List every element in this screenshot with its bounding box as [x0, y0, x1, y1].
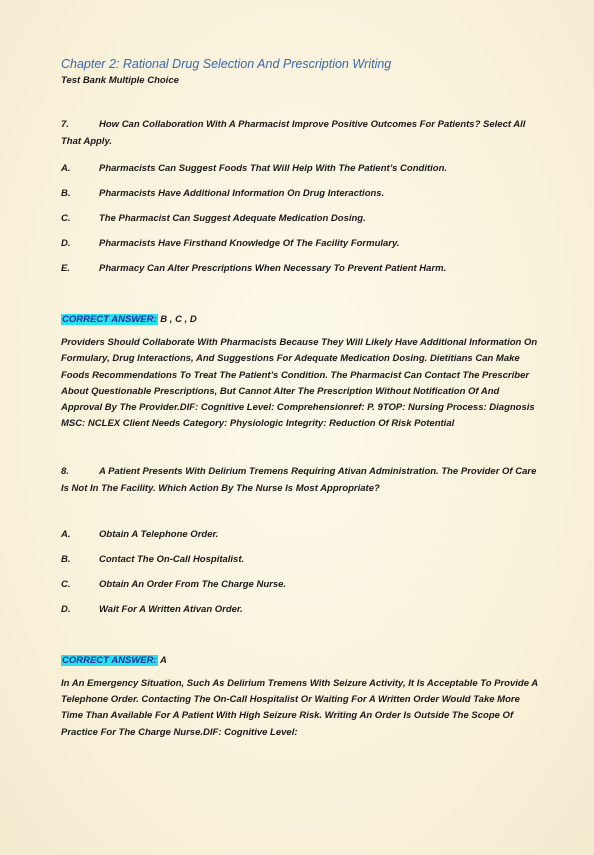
correct-answer-7	[61, 313, 541, 326]
option-letter: E.	[61, 263, 70, 274]
correct-answer-label: CORRECT ANSWER:	[62, 654, 157, 666]
question-8-options	[61, 528, 541, 616]
option-a	[61, 528, 541, 541]
option-letter: D.	[61, 238, 71, 249]
option-text: Obtain A Telephone Order.	[99, 528, 219, 540]
rationale-8: In An Emergency Situation, Such As Delirium Tremens With Seizure Activity, It Is Acceptable To Provide A Telephone Order. Contacting The On-Call Hospitalist Or Waiting For A Written Order Would Take More Time Than Available For A Patient With High Seizure Risk. Writing An Order Is Outside The Scope Of Practice For The Charge Nurse.DIF: Cognitive Level:	[61, 677, 538, 738]
option-letter: C.	[61, 578, 71, 590]
chapter-title: Chapter 2: Rational Drug Selection And Prescription Writing	[61, 57, 392, 71]
option-letter: B.	[61, 553, 71, 565]
option-letter: A.	[61, 163, 71, 174]
question-number: 8.	[61, 465, 69, 477]
correct-answer-8	[61, 654, 541, 667]
question-text: How Can Collaboration With A Pharmacist Improve Positive Outcomes For Patients? Select All That Apply.	[61, 119, 526, 147]
correct-answer-value: B , C , D	[157, 314, 197, 325]
question-number: 7.	[61, 119, 69, 130]
option-text: Wait For A Written Ativan Order.	[99, 603, 243, 615]
option-letter: D.	[61, 603, 71, 615]
option-letter: B.	[61, 188, 71, 199]
option-c	[61, 212, 541, 225]
option-text: The Pharmacist Can Suggest Adequate Medication Dosing.	[99, 213, 366, 224]
document-content	[61, 56, 541, 741]
option-a	[61, 162, 541, 175]
option-text: Pharmacists Have Additional Information On Drug Interactions.	[99, 188, 385, 199]
option-e	[61, 262, 541, 275]
option-text: Pharmacists Can Suggest Foods That Will Help With The Patient’s Condition.	[99, 163, 448, 174]
option-b	[61, 553, 541, 566]
option-d	[61, 603, 541, 616]
rationale-7: Providers Should Collaborate With Pharmacists Because They Will Likely Have Additional Information On Formulary, Drug Interactions, And Suggestions For Adequate Medication Dosing. Dietitians Can Make Foods Recommendations To Treat The Patient’s Condition. The Pharmacist Can Contact The Prescriber About Questionable Prescriptions, But Cannot Alter The Prescription Without Notification Of And Approval By The Provider.DIF: Cognitive Level: Comprehensionref: P. 9TOP: Nursing Process: Diagnosis MSC: NCLEX Client Needs Category: Physiologic Integrity: Reduction Of Risk Potential	[61, 337, 538, 430]
document-subtitle: Test Bank Multiple Choice	[61, 75, 179, 86]
option-text: Obtain An Order From The Charge Nurse.	[99, 578, 287, 590]
option-text: Pharmacy Can Alter Prescriptions When Necessary To Prevent Patient Harm.	[99, 263, 447, 274]
question-7	[61, 116, 541, 150]
option-letter: C.	[61, 213, 71, 224]
option-c	[61, 578, 541, 591]
question-8	[61, 463, 541, 497]
question-text: A Patient Presents With Delirium Tremens Requiring Ativan Administration. The Provider Of Care Is Not In The Facility. Which Action By The Nurse Is Most Appropriate?	[61, 465, 537, 494]
correct-answer-value: A	[157, 654, 167, 666]
option-text: Pharmacists Have Firsthand Knowledge Of The Facility Formulary.	[99, 238, 400, 249]
option-text: Contact The On-Call Hospitalist.	[99, 553, 245, 565]
question-7-options	[61, 162, 541, 275]
option-b	[61, 187, 541, 200]
correct-answer-label: CORRECT ANSWER:	[62, 314, 157, 325]
option-letter: A.	[61, 528, 71, 540]
option-d	[61, 237, 541, 250]
